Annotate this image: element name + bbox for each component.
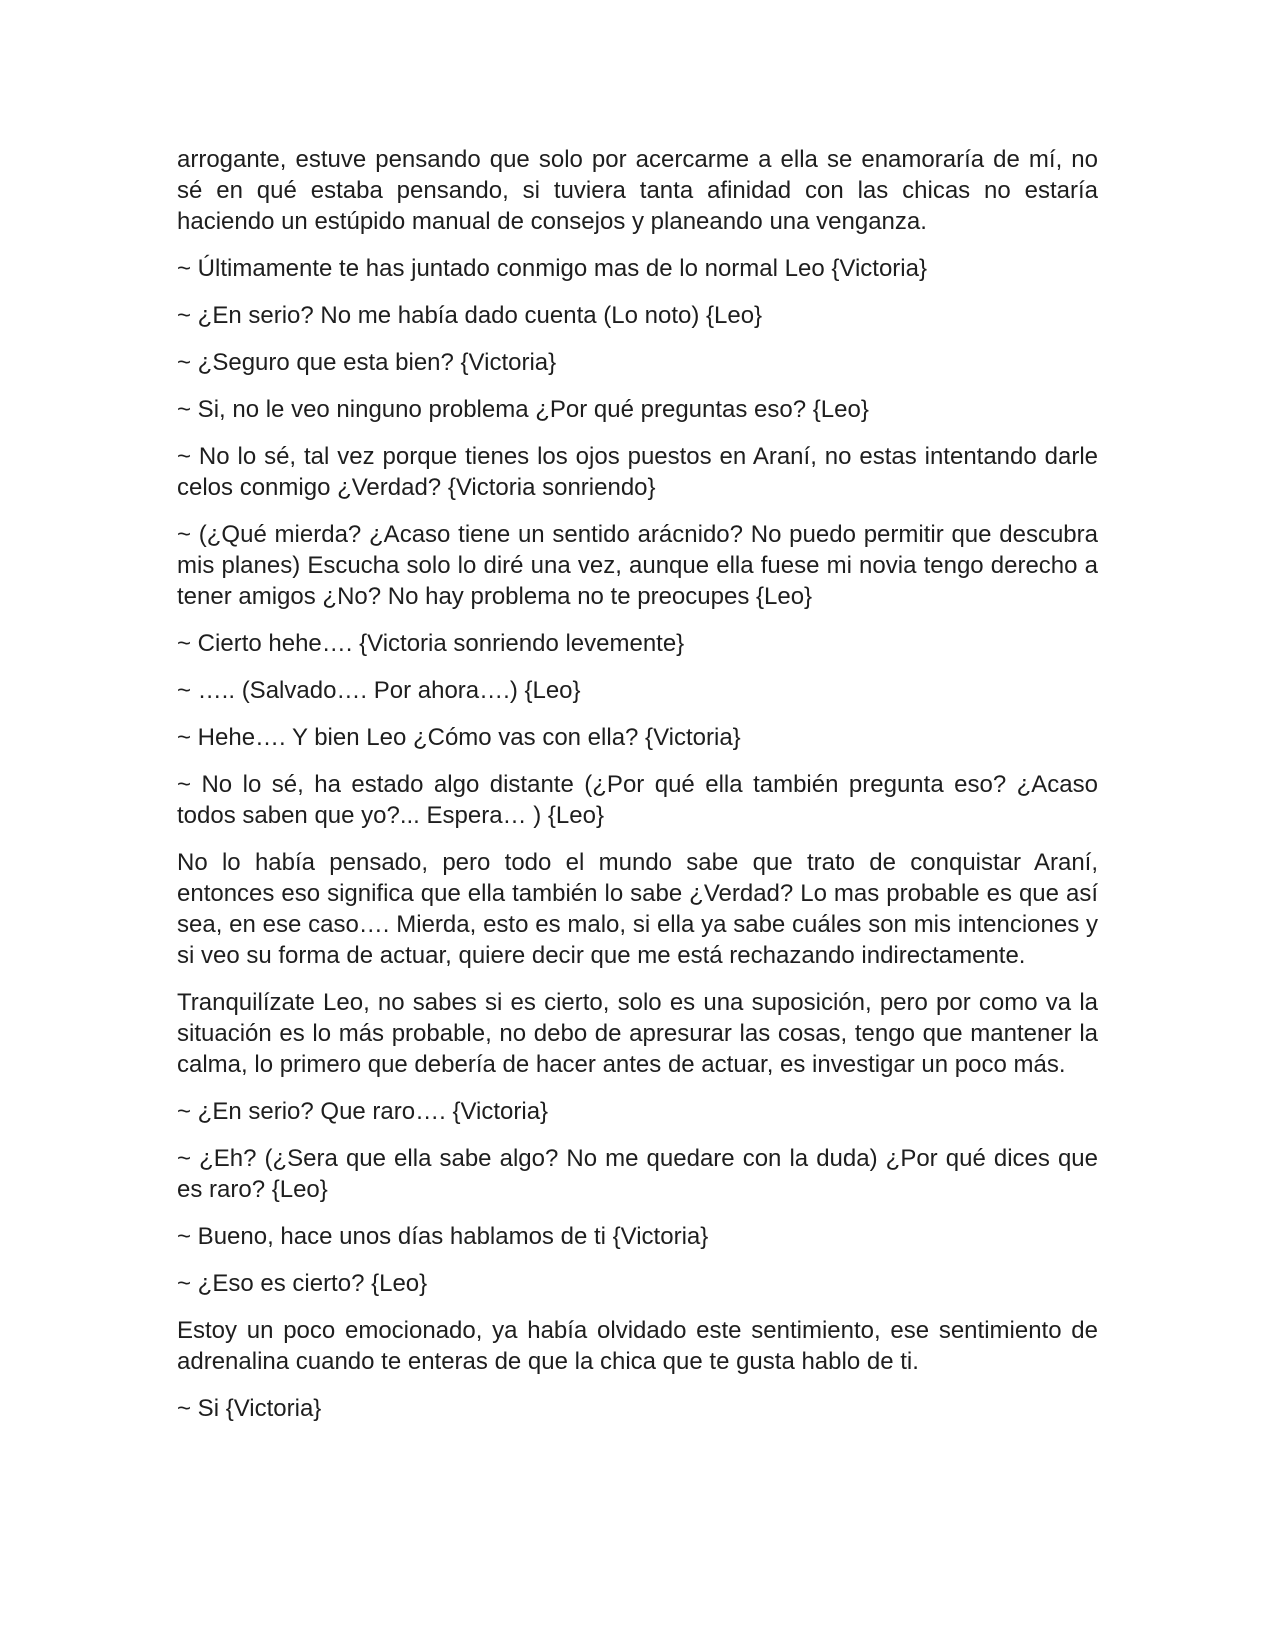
dialogue-line: ~ Bueno, hace unos días hablamos de ti {Victoria} xyxy=(177,1223,709,1250)
dialogue-line: ~ Últimamente te has juntado conmigo mas de lo normal Leo {Victoria} xyxy=(177,255,927,282)
paragraph: Tranquilízate Leo, no sabes si es cierto, solo es una suposición, pero por como va la situación es lo más probable, no debo de apresurar las cosas, tengo que mantener la calma, lo primero que debería de hacer antes de actuar, es investigar un poco más. xyxy=(177,989,1098,1078)
dialogue-line: ~ ¿Eso es cierto? {Leo} xyxy=(177,1270,428,1297)
dialogue-line: ~ Hehe…. Y bien Leo ¿Cómo vas con ella? {Victoria} xyxy=(177,724,741,751)
dialogue-line: ~ ¿En serio? Que raro…. {Victoria} xyxy=(177,1098,549,1125)
dialogue-line: ~ (¿Qué mierda? ¿Acaso tiene un sentido arácnido? No puedo permitir que descubra mis planes) Escucha solo lo diré una vez, aunque ella fuese mi novia tengo derecho a tener amigos ¿No? No hay problema no te preocupes {Leo} xyxy=(177,521,1098,610)
paragraph: Estoy un poco emocionado, ya había olvidado este sentimiento, ese sentimiento de adrenalina cuando te enteras de que la chica que te gusta hablo de ti. xyxy=(177,1317,1098,1375)
dialogue-line: ~ Si {Victoria} xyxy=(177,1395,322,1422)
dialogue-line: ~ Cierto hehe…. {Victoria sonriendo levemente} xyxy=(177,630,685,657)
dialogue-line: ~ Si, no le veo ninguno problema ¿Por qué preguntas eso? {Leo} xyxy=(177,396,869,423)
dialogue-line: ~ No lo sé, ha estado algo distante (¿Por qué ella también pregunta eso? ¿Acaso todos saben que yo?... Espera… ) {Leo} xyxy=(177,771,1098,829)
dialogue-line: ~ ¿Seguro que esta bien? {Victoria} xyxy=(177,349,557,376)
dialogue-line: ~ ¿Eh? (¿Sera que ella sabe algo? No me quedare con la duda) ¿Por qué dices que es raro? {Leo} xyxy=(177,1145,1098,1203)
dialogue-line: ~ ¿En serio? No me había dado cuenta (Lo noto) {Leo} xyxy=(177,302,763,329)
dialogue-line: ~ No lo sé, tal vez porque tienes los ojos puestos en Araní, no estas intentando darle celos conmigo ¿Verdad? {Victoria sonriendo} xyxy=(177,443,1098,501)
document-body xyxy=(177,144,1098,1440)
paragraph: arrogante, estuve pensando que solo por acercarme a ella se enamoraría de mí, no sé en qué estaba pensando, si tuviera tanta afinidad con las chicas no estaría haciendo un estúpido manual de consejos y planeando una venganza. xyxy=(177,146,1098,235)
paragraph: No lo había pensado, pero todo el mundo sabe que trato de conquistar Araní, entonces eso significa que ella también lo sabe ¿Verdad? Lo mas probable es que así sea, en ese caso…. Mierda, esto es malo, si ella ya sabe cuáles son mis intenciones y si veo su forma de actuar, quiere decir que me está rechazando indirectamente. xyxy=(177,849,1098,969)
dialogue-line: ~ ….. (Salvado…. Por ahora….) {Leo} xyxy=(177,677,581,704)
